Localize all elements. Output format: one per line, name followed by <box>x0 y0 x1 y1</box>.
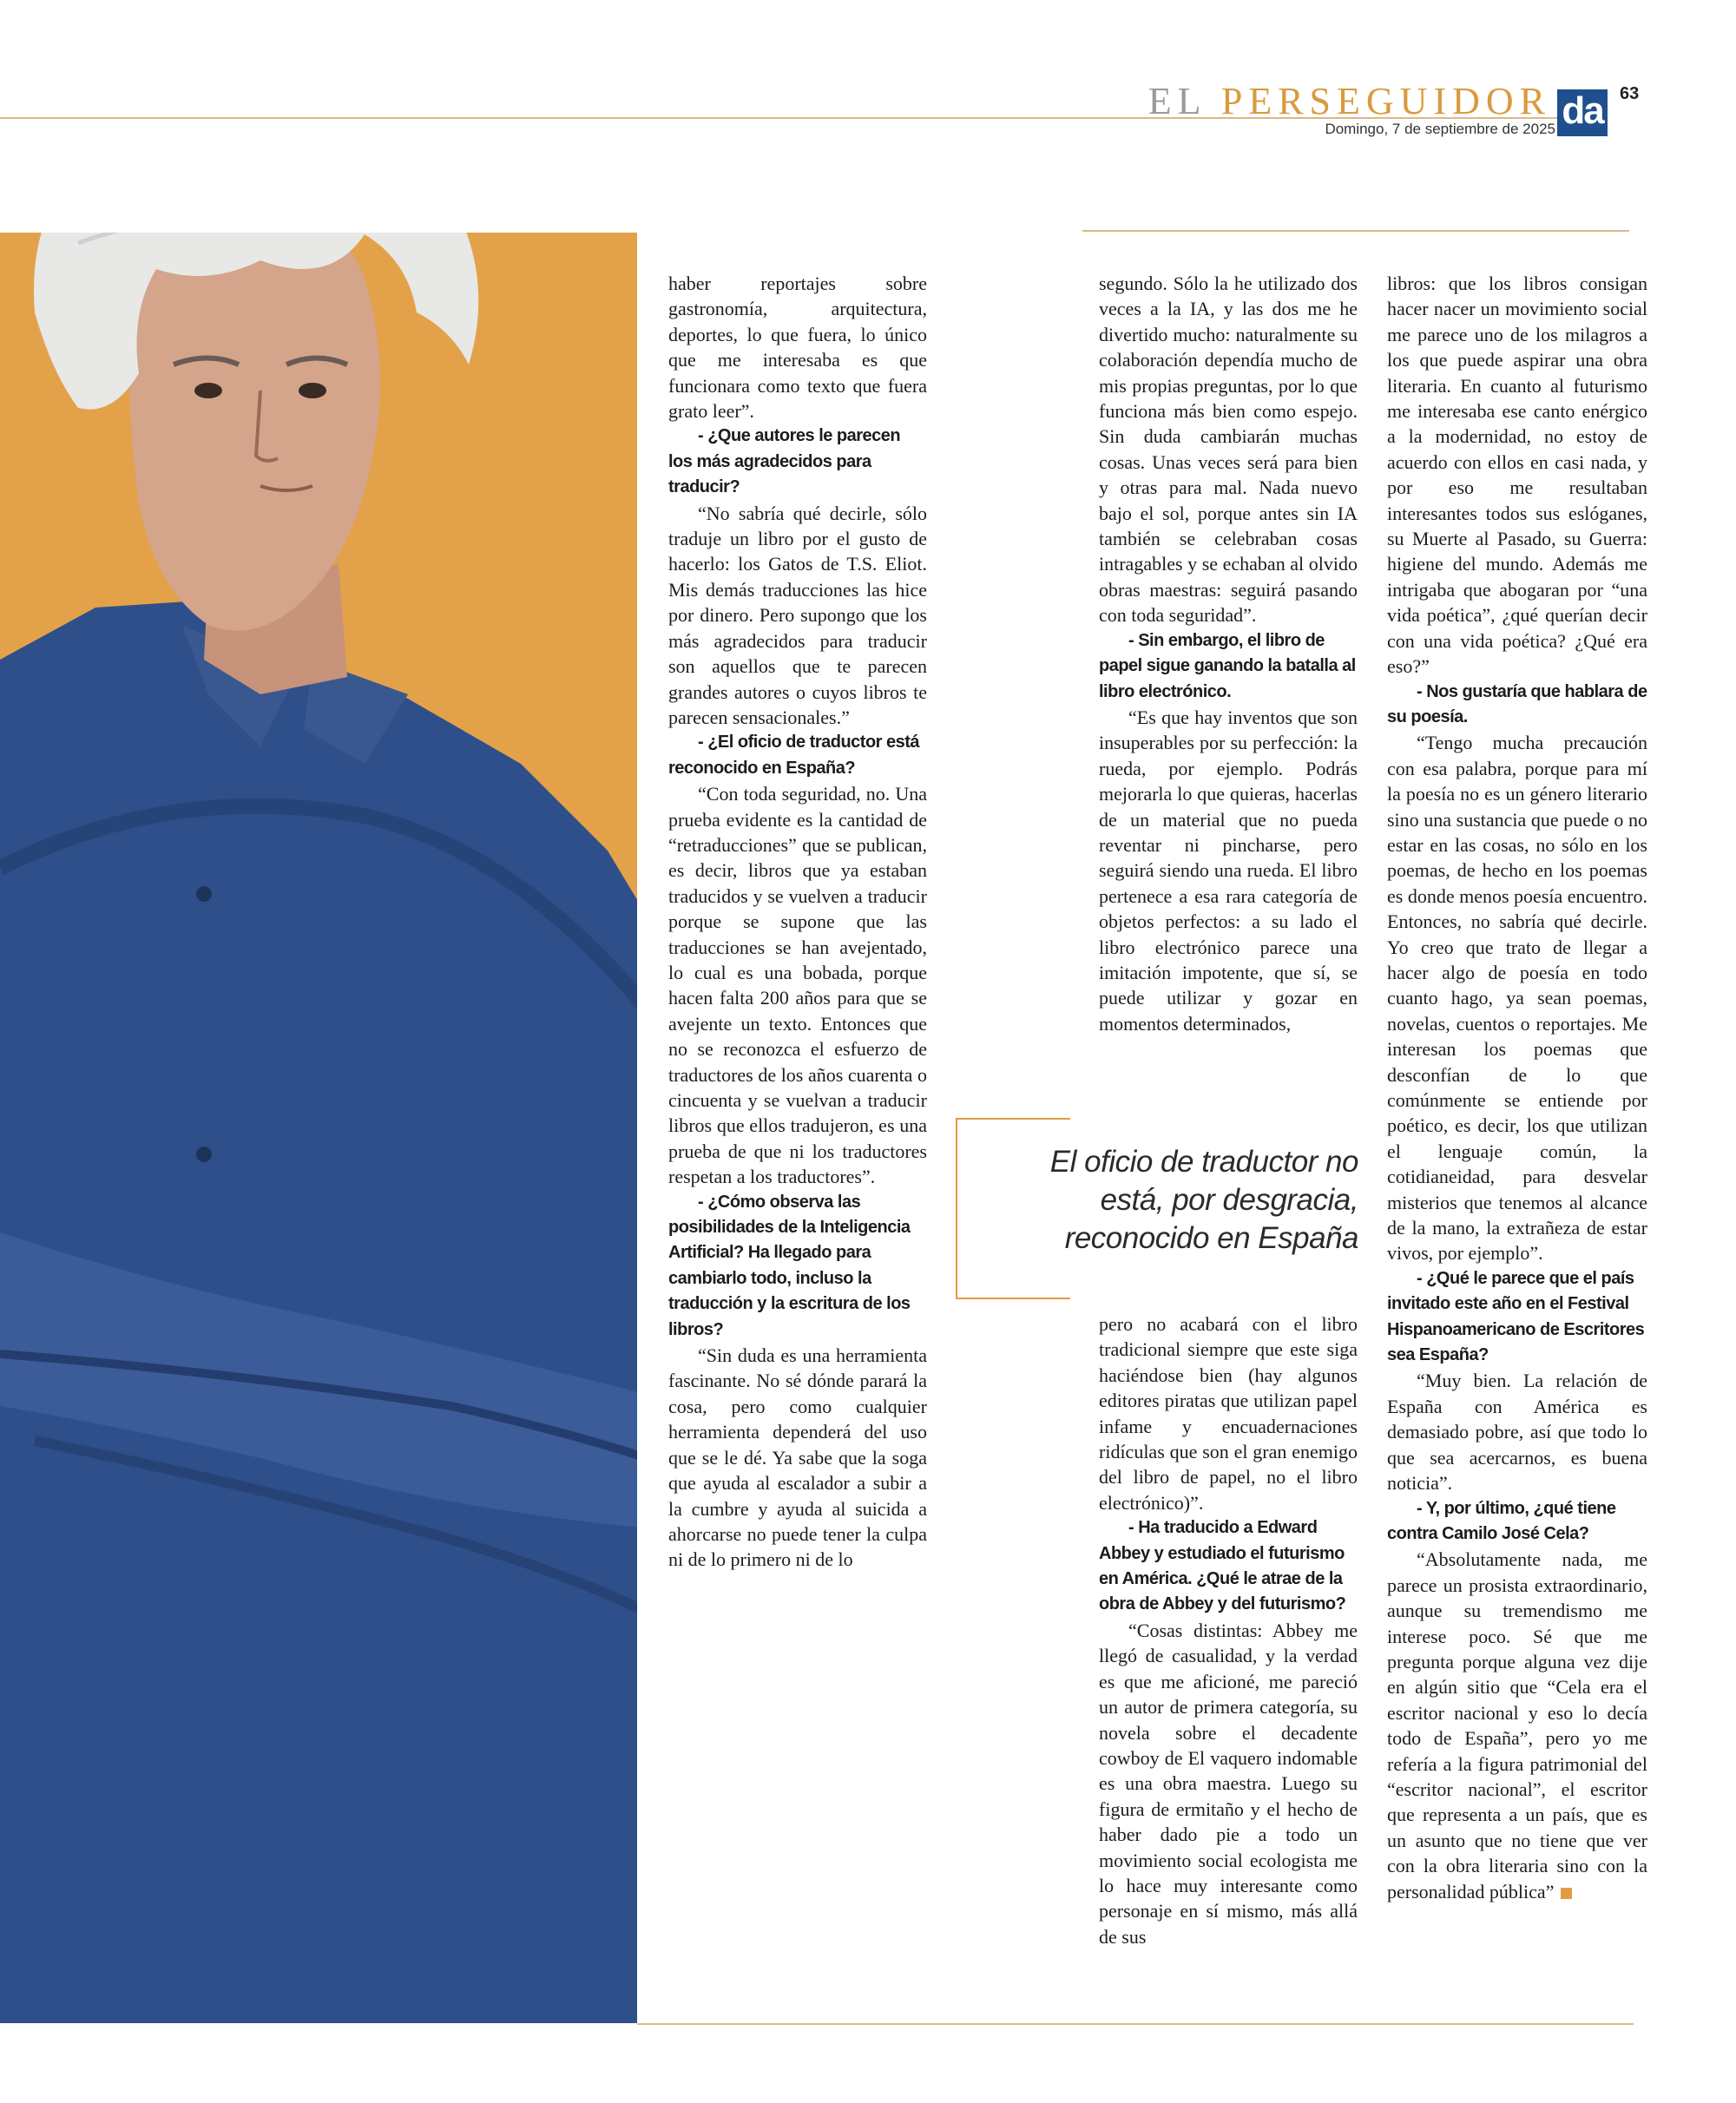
interview-question: - ¿Qué le parece que el país invitado este año en el Festival Hispanoamericano de Escritores sea España? <box>1387 1268 1645 1365</box>
answer-paragraph <box>1387 1547 1647 1904</box>
section-title-accent: PERSEGUIDOR <box>1220 80 1551 122</box>
interview-question: - Sin embargo, el libro de papel sigue ganando la batalla al libro electrónico. <box>1099 630 1356 701</box>
page-number: 63 <box>1620 84 1640 103</box>
article-column-2-bottom <box>1099 1311 1358 1949</box>
interview-question: - ¿Que autores le parecen los más agradecidos para traducir? <box>668 426 901 497</box>
section-title: EL PERSEGUIDOR <box>1147 80 1551 122</box>
answer-paragraph: haber reportajes sobre gastronomía, arquitectura, deportes, lo que fuera, lo único que me interesaba es que funcionara como texto que fuera grato leer”. <box>668 273 927 423</box>
article-column-1 <box>668 271 927 1573</box>
pull-quote-line: reconocido en España <box>1064 1221 1358 1255</box>
answer-paragraph: “Tengo mucha precaución con esa palabra, porque para mí la poesía no es un género literario sino una sustancia que puede o no estar en las cosas, no sólo en los poemas, de hecho en los poemas es donde menos poesía encuentro. Entonces, no sabría qué decirle. Yo creo que trato de llegar a hacer algo de poesía en todo cuanto hago, ya sean poemas, novelas, cuentos o reportajes. Me interesan los poemas que desconfían de lo que comúnmente se entiende por poético, es decir, los que utilizan el lenguaje común, la cotidianeidad, para desvelar misterios que tenemos al alcance de la mano, la extrañeza de estar vivos, por ejemplo”. <box>1387 732 1647 1265</box>
final-answer-text: “Absolutamente nada, me parece un prosista extraordinario, aunque su tremendismo me interese poco. Sé que me pregunta porque alguna vez dije en algún sitio que “Cela era el escritor nacional y eso lo decía todo de España”, pero yo me refería a la figura patrimonial del “escritor nacional”, el escritor que representa a un país, que es un asunto que no tiene que ver con la obra literaria sino con la personalidad pública” <box>1387 1548 1647 1903</box>
interview-question: - ¿Cómo observa las posibilidades de la Inteligencia Artificial? Ha llegado para cambiarlo todo, incluso la traducción y la escritura de los libros? <box>668 1192 911 1339</box>
newspaper-logo: da <box>1557 89 1608 136</box>
end-of-article-mark <box>1561 1888 1572 1899</box>
answer-paragraph: libros: que los libros consigan hacer nacer un movimiento social me parece uno de los milagros a los que puede aspirar una obra literaria. En cuanto al futurismo me interesaba ese canto enérgico a la modernidad, no estoy de acuerdo con ellos en casi nada, y por eso me resultaban interesantes todos sus eslóganes, su Muerte al Pasado, su Guerra: higiene del mundo. Además me intrigaba que abogaran por “una vida poética”, ¿qué querían decir con una vida poética? ¿Qué era eso?” <box>1387 273 1647 678</box>
interview-question: - Y, por último, ¿qué tiene contra Camilo José Cela? <box>1387 1498 1616 1543</box>
answer-paragraph: “Es que hay inventos que son insuperables por su perfección: la rueda, por ejemplo. Podrás mejorarla lo que quieras, hacerlas de un material que no pueda reventar ni pincharse, pero seguirá siendo una rueda. El libro pertenece a esa rara categoría de objetos perfectos: a su lado el libro electrónico parece una imitación impotente, que sí, se puede utilizar y gozar en momentos determinados, <box>1099 706 1358 1035</box>
article-column-2-top <box>1099 271 1358 1036</box>
article-column-3 <box>1387 271 1647 1904</box>
pull-quote-line: está, por desgracia, <box>1100 1183 1358 1217</box>
author-photo <box>0 233 637 2023</box>
interview-question: - Nos gustaría que hablara de su poesía. <box>1387 681 1647 726</box>
answer-paragraph: “Con toda seguridad, no. Una prueba evidente es la cantidad de “retraducciones” que se publican, es decir, libros que ya estaban traducidos y se vuelven a traducir porque se supone que las traducciones se han avejentado, lo cual es una bobada, porque hacen falta 200 años para que se avejente un texto. Entonces que no se reconozca el esfuerzo de traductores de los años cuarenta o cincuenta y se vuelvan a traducir libros que ellos tradujeron, es una prueba de que ni los traductores respetan a los traductores”. <box>668 783 927 1188</box>
author-portrait-illustration <box>0 233 637 2023</box>
answer-paragraph: “No sabría qué decirle, sólo traduje un libro por el gusto de hacerlo: los Gatos de T.S. Eliot. Mis demás traducciones las hice por dinero. Pero supongo que los más agradecidos para traducir son aquellos que te parecen grandes autores o cuyos libros te parecen sensacionales.” <box>668 502 927 728</box>
answer-paragraph: “Cosas distintas: Abbey me llegó de casualidad, y la verdad es que me aficioné, me pareció un autor de primera categoría, su novela sobre el decadente cowboy de El vaquero indomable es una obra maestra. Luego su figura de ermitaño y el hecho de haber dado pie a todo un movimiento social ecologista me lo hace muy interesante como personaje en sí mismo, más allá de sus <box>1099 1619 1358 1948</box>
interview-question: - Ha traducido a Edward Abbey y estudiado el futurismo en América. ¿Qué le atrae de la obra de Abbey y del futurismo? <box>1099 1518 1346 1614</box>
interview-question: - ¿El oficio de traductor está reconocido en España? <box>668 733 920 778</box>
page-bottom-rule <box>637 2023 1634 2025</box>
answer-paragraph: “Sin duda es una herramienta fascinante. No sé dónde parará la cosa, pero como cualquier herramienta dependerá del uso que se le dé. Ya sabe que la soga que ayuda al escalador a subir a la cumbre y ayuda al suicida a ahorcarse no puede tener la culpa ni de lo primero ni de lo <box>668 1344 927 1571</box>
column-top-rule <box>1082 230 1629 232</box>
answer-paragraph: segundo. Sólo la he utilizado dos veces a la IA, y las dos me he divertido mucho: naturalmente su colaboración dependía mucho de mis propias preguntas, por lo que funciona más bien como espejo. Sin duda cambiarán muchas cosas. Unas veces será para bien y otras para mal. Nada nuevo bajo el sol, porque antes sin IA también se celebraban cosas intragables y se echaban al olvido obras maestras: seguirá pasando con toda seguridad”. <box>1099 273 1358 627</box>
answer-paragraph: pero no acabará con el libro tradicional siempre que este siga haciéndose bien (hay algunos editores piratas que utilizan papel infame y encuadernaciones ridículas que son el gran enemigo del libro de papel, no el libro electrónico)”. <box>1099 1313 1358 1514</box>
pull-quote-line: El oficio de traductor no <box>1049 1145 1358 1179</box>
pull-quote <box>959 1143 1358 1258</box>
answer-paragraph: “Muy bien. La relación de España con América es demasiado pobre, así que todo lo que sea acercarnos, es buena noticia”. <box>1387 1370 1647 1495</box>
header-date: Domingo, 7 de septiembre de 2025 <box>1325 121 1555 137</box>
